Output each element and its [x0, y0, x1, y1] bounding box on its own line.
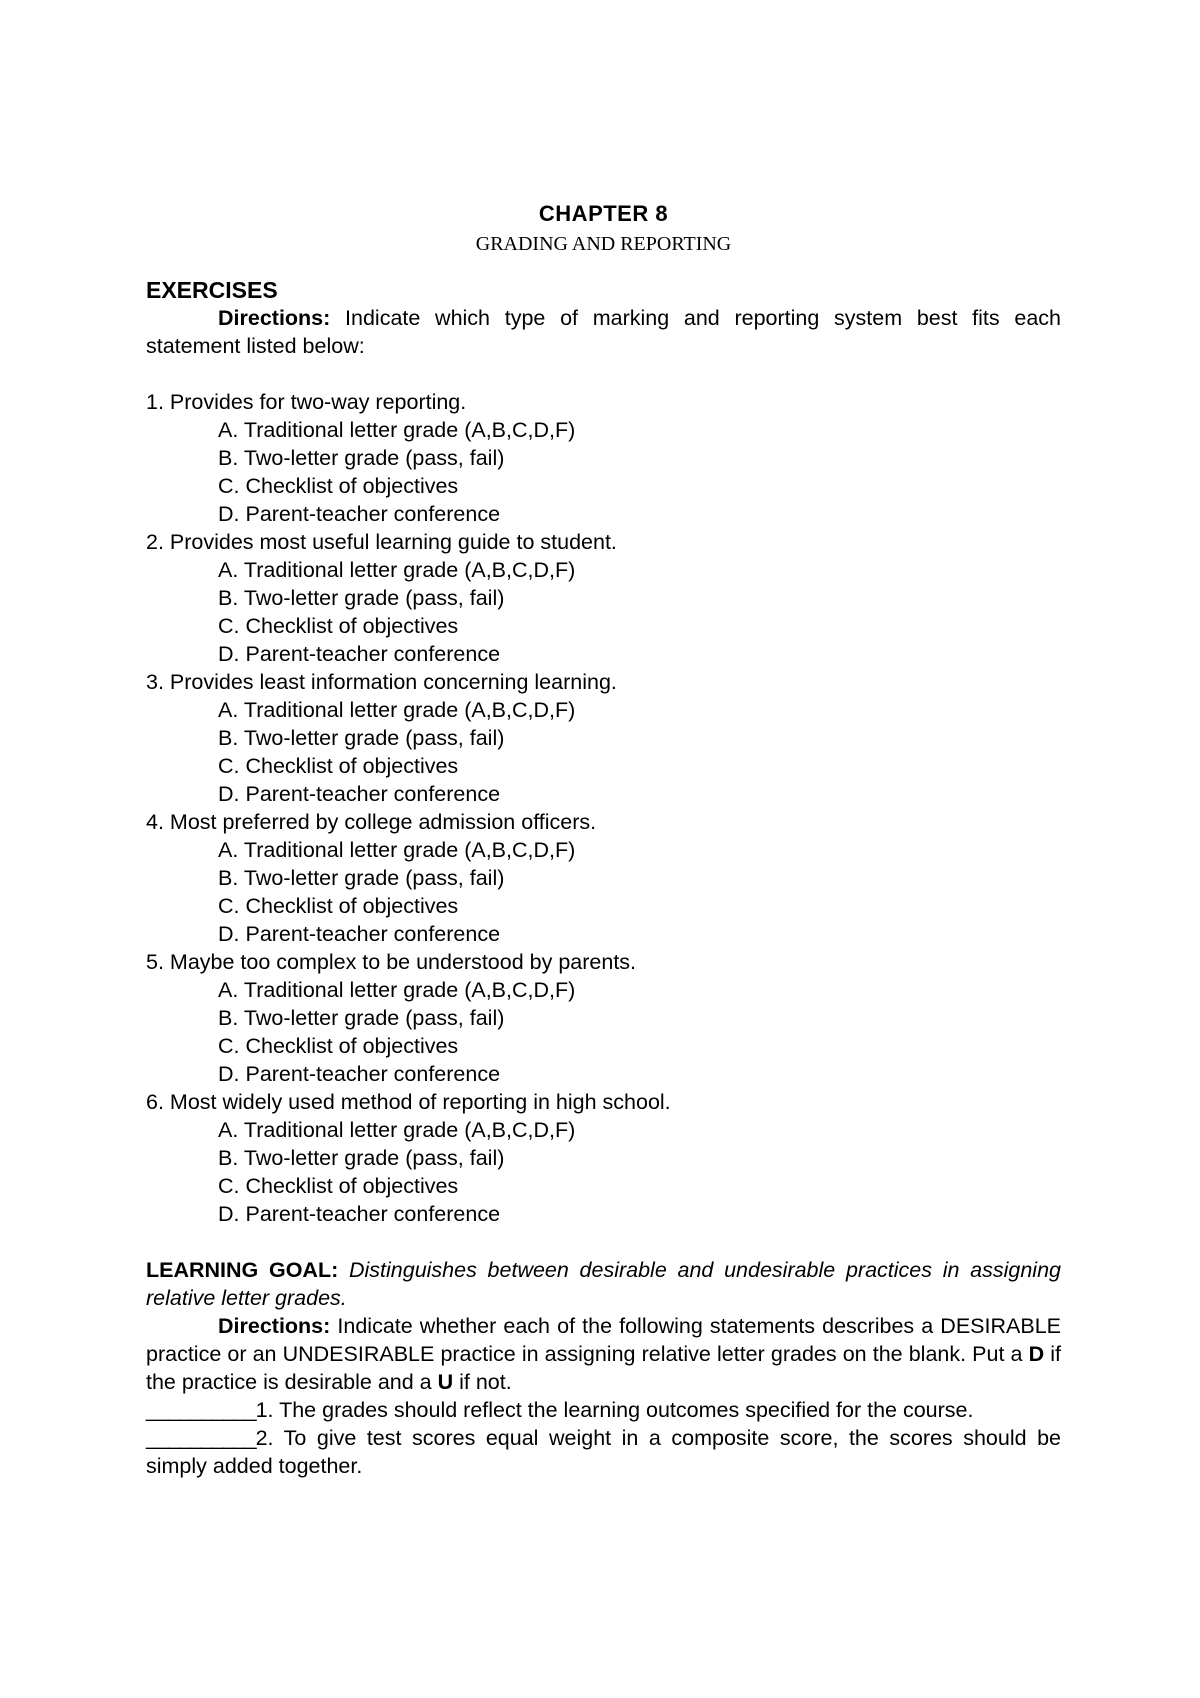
statement-item	[146, 1424, 1061, 1480]
option-a: A. Traditional letter grade (A,B,C,D,F)	[218, 558, 576, 582]
question-stem: 3. Provides least information concerning learning.	[146, 670, 617, 694]
directions-label: Directions:	[218, 306, 331, 330]
option-a: A. Traditional letter grade (A,B,C,D,F)	[218, 978, 576, 1002]
directions-label: Directions:	[218, 1314, 331, 1338]
question-stem: 2. Provides most useful learning guide to student.	[146, 530, 617, 554]
undesirable-letter: U	[437, 1370, 454, 1394]
question-stem: 1. Provides for two-way reporting.	[146, 390, 467, 414]
question-item	[146, 948, 1061, 1088]
question-stem: 6. Most widely used method of reporting in high school.	[146, 1090, 671, 1114]
statement-text: 1. The grades should reflect the learning outcomes specified for the course.	[255, 1398, 974, 1422]
directions-text-part-2: if the practice is desirable and a	[146, 1342, 1061, 1394]
option-c: C. Checklist of objectives	[218, 474, 459, 498]
directions-text: Indicate which type of marking and reporting system best fits each statement listed below:	[146, 306, 1061, 358]
directions-text-part-1: Indicate whether each of the following statements describes a DESIRABLE practice or an UNDESIRABLE practice in assigning relative letter grades on the blank. Put a	[146, 1314, 1061, 1366]
question-item	[146, 388, 1061, 528]
spacer	[146, 360, 1061, 388]
option-a: A. Traditional letter grade (A,B,C,D,F)	[218, 838, 576, 862]
option-c: C. Checklist of objectives	[218, 1034, 459, 1058]
exercises-directions	[146, 304, 1061, 360]
question-stem: 5. Maybe too complex to be understood by parents.	[146, 950, 637, 974]
option-b: B. Two-letter grade (pass, fail)	[218, 1146, 505, 1170]
exercises-heading: EXERCISES	[146, 277, 278, 303]
answer-blank[interactable]: __________	[146, 1398, 256, 1422]
learning-goal-directions	[146, 1312, 1061, 1396]
option-c: C. Checklist of objectives	[218, 754, 459, 778]
chapter-title: CHAPTER 8	[538, 201, 669, 226]
option-b: B. Two-letter grade (pass, fail)	[218, 586, 505, 610]
answer-blank[interactable]: __________	[146, 1426, 256, 1450]
page-content	[146, 200, 1061, 1480]
statement-text: 2. To give test scores equal weight in a composite score, the scores should be simply added together.	[146, 1426, 1061, 1478]
option-c: C. Checklist of objectives	[218, 894, 459, 918]
option-c: C. Checklist of objectives	[218, 1174, 459, 1198]
option-b: B. Two-letter grade (pass, fail)	[218, 446, 505, 470]
option-d: D. Parent-teacher conference	[218, 782, 501, 806]
option-b: B. Two-letter grade (pass, fail)	[218, 726, 505, 750]
option-d: D. Parent-teacher conference	[218, 1202, 501, 1226]
learning-goal-text: Distinguishes between desirable and undesirable practices in assigning relative letter grades.	[146, 1258, 1061, 1310]
option-d: D. Parent-teacher conference	[218, 502, 501, 526]
option-b: B. Two-letter grade (pass, fail)	[218, 866, 505, 890]
statement-item	[146, 1396, 1061, 1424]
option-c: C. Checklist of objectives	[218, 614, 459, 638]
option-a: A. Traditional letter grade (A,B,C,D,F)	[218, 418, 576, 442]
question-item	[146, 808, 1061, 948]
option-d: D. Parent-teacher conference	[218, 922, 501, 946]
learning-goal	[146, 1256, 1061, 1312]
question-item	[146, 1088, 1061, 1228]
question-item	[146, 668, 1061, 808]
desirable-letter: D	[1028, 1342, 1045, 1366]
option-a: A. Traditional letter grade (A,B,C,D,F)	[218, 698, 576, 722]
chapter-subtitle: GRADING AND REPORTING	[475, 233, 732, 255]
option-a: A. Traditional letter grade (A,B,C,D,F)	[218, 1118, 576, 1142]
learning-goal-label: LEARNING GOAL:	[146, 1258, 339, 1282]
directions-text-part-3: if not.	[453, 1370, 512, 1394]
question-item	[146, 528, 1061, 668]
option-b: B. Two-letter grade (pass, fail)	[218, 1006, 505, 1030]
question-list	[146, 388, 1061, 1228]
question-stem: 4. Most preferred by college admission officers.	[146, 810, 597, 834]
option-d: D. Parent-teacher conference	[218, 1062, 501, 1086]
spacer	[146, 1228, 1061, 1256]
option-d: D. Parent-teacher conference	[218, 642, 501, 666]
